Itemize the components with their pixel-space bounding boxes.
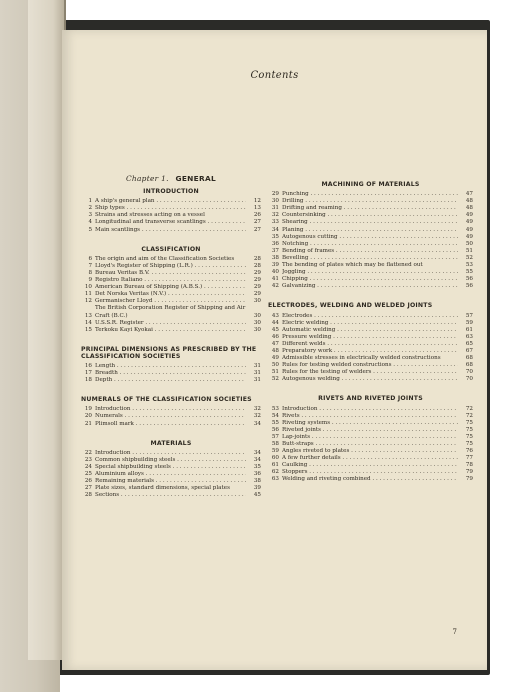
entry-page: 75 xyxy=(465,433,473,440)
toc-entry xyxy=(81,377,261,384)
toc-entry xyxy=(81,270,261,277)
entry-page: 28 xyxy=(253,262,261,269)
entry-number: 21 xyxy=(84,420,92,427)
entry-page: 34 xyxy=(253,449,261,456)
entry-title: Sections . . . xyxy=(95,492,246,499)
entry-page: 31 xyxy=(253,370,261,377)
entry-number: 14 xyxy=(84,319,92,326)
entry-title: Bending of frames . . . xyxy=(282,248,458,255)
entry-number: 6 xyxy=(88,255,92,262)
entry-number: 26 xyxy=(84,478,92,485)
entry-number: 23 xyxy=(84,456,92,463)
section-spacer xyxy=(268,290,473,296)
entry-number: 15 xyxy=(84,326,92,333)
entry-title: The British Corporation Register of Shipping and Air Craft (B.C.) xyxy=(95,305,246,319)
entry-title: Bevelling . . . xyxy=(282,255,458,262)
toc-entry xyxy=(81,298,261,305)
entry-title: The origin and aim of the Classification Societies xyxy=(95,255,235,262)
entry-page: 34 xyxy=(253,420,261,427)
toc-entry xyxy=(81,263,261,270)
toc-entry xyxy=(268,283,473,290)
entry-page: 29 xyxy=(253,269,261,276)
entry-title: Ship types . . . xyxy=(95,205,246,212)
entry-page: 31 xyxy=(253,362,261,369)
entry-page: 65 xyxy=(465,340,473,347)
entry-title: Breadth . . . xyxy=(95,370,246,377)
toc-entry xyxy=(268,219,473,226)
entry-number: 43 xyxy=(271,312,279,319)
entry-page: 79 xyxy=(465,469,473,476)
entry-title: Welding and riveting combined . . . xyxy=(282,476,458,483)
entry-page: 27 xyxy=(253,219,261,226)
toc-entry xyxy=(268,198,473,205)
entry-number: 2 xyxy=(88,205,92,212)
entry-page: 63 xyxy=(465,333,473,340)
page-title: Contents xyxy=(250,70,299,81)
entry-number: 59 xyxy=(271,448,279,455)
entry-number: 19 xyxy=(84,406,92,413)
entry-number: 41 xyxy=(271,276,279,283)
section-heading: RIVETS AND RIVETED JOINTS xyxy=(318,395,423,403)
toc-entry xyxy=(268,413,473,420)
entry-page: 29 xyxy=(253,277,261,284)
entry-number: 45 xyxy=(271,326,279,333)
right-column xyxy=(268,175,473,490)
chapter-heading xyxy=(81,175,261,182)
entry-title: Length . . . xyxy=(95,363,246,370)
entry-number: 16 xyxy=(84,362,92,369)
toc-entry xyxy=(268,334,473,341)
toc-entry xyxy=(268,434,473,441)
book-spine xyxy=(28,0,66,660)
toc-entry xyxy=(268,348,473,355)
entry-title: Rivets . . . xyxy=(282,413,458,420)
entry-page: 13 xyxy=(253,205,261,212)
entry-page: 39 xyxy=(253,485,261,492)
entry-number: 56 xyxy=(271,426,279,433)
toc-entry xyxy=(81,457,261,464)
page-number: 7 xyxy=(452,628,457,636)
section-heading: ELECTRODES, WELDING AND WELDED JOINTS xyxy=(268,302,433,310)
entry-page: 49 xyxy=(465,212,473,219)
entry-title: Aluminium alloys . . . xyxy=(95,471,246,478)
entry-number: 22 xyxy=(84,449,92,456)
entry-page: 56 xyxy=(465,276,473,283)
toc-entry xyxy=(268,406,473,413)
entry-page: 48 xyxy=(465,198,473,205)
toc-entry xyxy=(81,219,261,226)
entry-title: Introduction . . . xyxy=(282,406,458,413)
toc-entry xyxy=(268,205,473,212)
toc-entry xyxy=(81,485,261,492)
toc-entry xyxy=(268,369,473,376)
entry-number: 3 xyxy=(88,212,92,219)
entry-page: 49 xyxy=(465,233,473,240)
entry-number: 62 xyxy=(271,469,279,476)
entry-title: Longitudinal and transverse scantlings . . . xyxy=(95,219,246,226)
entry-page: 50 xyxy=(465,240,473,247)
entry-page: 49 xyxy=(465,226,473,233)
entry-title: U.S.S.R. Register . . . xyxy=(95,320,246,327)
entry-page: 57 xyxy=(465,312,473,319)
entry-page: 77 xyxy=(465,455,473,462)
toc-entry xyxy=(81,227,261,234)
entry-title: Butt-straps . . . xyxy=(282,441,458,448)
entry-page: 35 xyxy=(253,463,261,470)
entry-number: 27 xyxy=(84,485,92,492)
chapter-title: GENERAL xyxy=(175,174,217,183)
toc-entry xyxy=(268,262,473,269)
section-spacer xyxy=(81,334,261,340)
entry-number: 11 xyxy=(84,291,92,298)
entry-number: 37 xyxy=(271,247,279,254)
entry-title: Autogenous cutting . . . xyxy=(282,234,458,241)
entry-number: 10 xyxy=(84,284,92,291)
toc-entry xyxy=(268,469,473,476)
entry-title: Riveted joints . . . xyxy=(282,427,458,434)
toc-entry xyxy=(81,450,261,457)
toc-entry xyxy=(268,341,473,348)
entry-number: 50 xyxy=(271,362,279,369)
toc-entry xyxy=(81,320,261,327)
entry-number: 7 xyxy=(88,262,92,269)
entry-number: 47 xyxy=(271,340,279,347)
entry-title: Remaining materials . . . xyxy=(95,478,246,485)
entry-page: 30 xyxy=(253,298,261,305)
entry-number: 31 xyxy=(271,205,279,212)
entry-page: 27 xyxy=(253,226,261,233)
entry-title: Shearing . . . xyxy=(282,219,458,226)
entry-number: 25 xyxy=(84,471,92,477)
chapter-label: Chapter 1. xyxy=(125,174,169,183)
section-spacer xyxy=(81,428,261,434)
section-spacer xyxy=(268,484,473,490)
entry-number: 28 xyxy=(84,492,92,499)
toc-entry xyxy=(268,441,473,448)
entry-number: 53 xyxy=(271,405,279,412)
entry-number: 34 xyxy=(271,226,279,233)
entry-title: A ship's general plan . . . xyxy=(95,198,246,205)
toc-entry xyxy=(268,476,473,483)
entry-page: 72 xyxy=(465,412,473,419)
entry-number: 49 xyxy=(271,355,279,362)
entry-page: 26 xyxy=(253,212,261,219)
entry-number: 51 xyxy=(271,369,279,376)
entry-number: 9 xyxy=(88,277,92,284)
toc-entry xyxy=(268,420,473,427)
entry-title: The bending of plates which may be flattened out xyxy=(282,262,423,269)
entry-title: Rules for the testing of welders . . . xyxy=(282,369,458,376)
toc-entry xyxy=(81,363,261,370)
entry-page: 75 xyxy=(465,419,473,426)
toc-entry xyxy=(268,241,473,248)
toc-entry xyxy=(81,327,261,334)
toc-entry xyxy=(81,198,261,205)
toc-entry xyxy=(81,421,261,428)
toc-entry xyxy=(268,255,473,262)
entry-page: 68 xyxy=(465,355,473,362)
entry-number: 24 xyxy=(84,463,92,470)
toc-entry xyxy=(81,492,261,499)
entry-title: Introduction . . . xyxy=(95,450,246,457)
entry-number: 1 xyxy=(88,198,92,205)
section-heading: CLASSIFICATION xyxy=(141,245,201,253)
entry-page: 53 xyxy=(465,262,473,269)
entry-title: Lloyd's Register of Shipping (L.R.) . . . xyxy=(95,263,246,270)
entry-page: 56 xyxy=(465,283,473,290)
entry-title: Planing . . . xyxy=(282,227,458,234)
entry-number: 17 xyxy=(84,370,92,377)
entry-page: 48 xyxy=(465,205,473,212)
section-spacer xyxy=(268,383,473,389)
entry-number: 42 xyxy=(271,283,279,290)
entry-number: 8 xyxy=(88,269,92,276)
section-heading: NUMERALS OF THE CLASSIFICATION SOCIETIES xyxy=(81,396,252,404)
entry-title: Electrodes . . . xyxy=(282,313,458,320)
entry-title: Autogenous welding . . . xyxy=(282,376,458,383)
entry-title: Countersinking . . . xyxy=(282,212,458,219)
entry-title: Det Norska Veritas (N.V.) . . . xyxy=(95,291,246,298)
entry-number: 35 xyxy=(271,233,279,240)
entry-title: Drifting and reaming . . . xyxy=(282,205,458,212)
entry-page: 28 xyxy=(253,255,261,262)
entry-number: 13 xyxy=(84,312,92,319)
entry-number: 60 xyxy=(271,455,279,462)
toc-entry xyxy=(81,205,261,212)
toc-entry xyxy=(268,462,473,469)
entry-number: 32 xyxy=(271,212,279,219)
section-heading: PRINCIPAL DIMENSIONS AS PRESCRIBED BY THE CLASSIFICATION SOCIETIES xyxy=(81,345,257,360)
entry-page: 67 xyxy=(465,347,473,354)
entry-page: 32 xyxy=(253,406,261,413)
entry-title: Lap-joints . . . xyxy=(282,434,458,441)
entry-title: Terkoku Kayi Kyokai . . . xyxy=(95,327,246,334)
entry-number: 18 xyxy=(84,377,92,384)
entry-page: 30 xyxy=(253,312,261,319)
toc-entry xyxy=(268,212,473,219)
section-spacer xyxy=(81,384,261,390)
entry-title: Introduction . . . xyxy=(95,406,246,413)
entry-title: Special shipbuilding steels . . . xyxy=(95,464,246,471)
entry-number: 54 xyxy=(271,412,279,419)
entry-number: 52 xyxy=(271,376,279,383)
toc-entry xyxy=(268,248,473,255)
toc-entry xyxy=(268,455,473,462)
entry-title: Drilling . . . xyxy=(282,198,458,205)
entry-page: 70 xyxy=(465,376,473,383)
entry-number: 61 xyxy=(271,462,279,469)
entry-page: 49 xyxy=(465,219,473,226)
entry-number: 57 xyxy=(271,433,279,440)
left-column xyxy=(81,175,261,505)
entry-title: Germanischer Lloyd . . . xyxy=(95,298,246,305)
toc-entry xyxy=(81,370,261,377)
entry-title: Plimsoll mark . . . xyxy=(95,421,246,428)
entry-number: 33 xyxy=(271,219,279,226)
entry-title: Rules for testing welded constructions . . . xyxy=(282,362,458,369)
toc-entry xyxy=(81,413,261,420)
entry-page: 30 xyxy=(253,319,261,326)
entry-page: 70 xyxy=(465,369,473,376)
section-heading: MATERIALS xyxy=(150,439,192,447)
entry-title: Punching . . . xyxy=(282,191,458,198)
toc-entry xyxy=(268,427,473,434)
entry-title: Angles riveted to plates . . . xyxy=(282,448,458,455)
entry-title: Chipping . . . xyxy=(282,276,458,283)
entry-page: 59 xyxy=(465,319,473,326)
toc-entry xyxy=(81,284,261,291)
entry-number: 46 xyxy=(271,333,279,340)
toc-entry xyxy=(268,227,473,234)
entry-page: 45 xyxy=(253,492,261,499)
toc-entry xyxy=(268,320,473,327)
entry-page: 75 xyxy=(465,426,473,433)
entry-page: 51 xyxy=(465,247,473,254)
entry-page: 12 xyxy=(253,198,261,205)
entry-number: 63 xyxy=(271,476,279,483)
entry-title: Registro Italiano . . . xyxy=(95,277,246,284)
entry-number: 36 xyxy=(271,240,279,247)
entry-title: Common shipbuilding steels . . . xyxy=(95,457,246,464)
entry-number: 4 xyxy=(88,219,92,226)
toc-entry xyxy=(81,277,261,284)
entry-page: 36 xyxy=(253,471,261,477)
entry-number: 20 xyxy=(84,413,92,420)
toc-entry xyxy=(81,406,261,413)
entry-page: 52 xyxy=(465,254,473,261)
toc-entry xyxy=(81,464,261,471)
entry-number: 48 xyxy=(271,347,279,354)
entry-number: 29 xyxy=(271,191,279,198)
entry-title: Admissible stresses in electrically welded constructions xyxy=(282,355,441,362)
entry-number: 5 xyxy=(88,226,92,233)
entry-title: Caulking . . . xyxy=(282,462,458,469)
toc-entry xyxy=(81,478,261,485)
toc-entry xyxy=(81,212,261,219)
toc-entry xyxy=(81,291,261,298)
entry-title: Notching . . . xyxy=(282,241,458,248)
entry-title: Numerals . . . xyxy=(95,413,246,420)
toc-entry xyxy=(268,362,473,369)
entry-number: 44 xyxy=(271,319,279,326)
entry-title: Automatic welding . . . xyxy=(282,327,458,334)
entry-number: 39 xyxy=(271,262,279,269)
entry-title: Riveting systems . . . xyxy=(282,420,458,427)
entry-title: Strains and stresses acting on a vessel xyxy=(95,212,205,219)
entry-page: 29 xyxy=(253,284,261,291)
entry-title: A few further details . . . xyxy=(282,455,458,462)
entry-title: Electric welding . . . xyxy=(282,320,458,327)
entry-number: 55 xyxy=(271,419,279,426)
section-spacer xyxy=(81,499,261,505)
entry-title: Joggling . . . xyxy=(282,269,458,276)
entry-page: 75 xyxy=(465,441,473,447)
entry-title: Bureau Veritas B.V. . . . xyxy=(95,270,246,277)
section-heading: INTRODUCTION xyxy=(143,188,199,196)
entry-page: 30 xyxy=(253,326,261,333)
entry-title: Stoppers . . . xyxy=(282,469,458,476)
toc-entry xyxy=(268,355,473,362)
toc-entry xyxy=(268,191,473,198)
entry-page: 55 xyxy=(465,269,473,276)
entry-title: Depth . . . xyxy=(95,377,246,384)
entry-title: Main scantlings . . . xyxy=(95,227,246,234)
toc-entry xyxy=(268,448,473,455)
toc-entry xyxy=(81,471,261,478)
entry-page: 47 xyxy=(465,191,473,198)
toc-entry xyxy=(268,234,473,241)
entry-page: 78 xyxy=(465,462,473,469)
contents-page xyxy=(62,30,487,670)
entry-page: 61 xyxy=(465,326,473,333)
toc-entry xyxy=(268,313,473,320)
entry-page: 68 xyxy=(465,362,473,369)
toc-entry xyxy=(268,269,473,276)
entry-title: Plate sizes, standard dimensions, special plates xyxy=(95,485,230,492)
entry-number: 40 xyxy=(271,269,279,276)
entry-title: Preparatory work . . . xyxy=(282,348,458,355)
toc-entry xyxy=(81,305,261,319)
entry-number: 38 xyxy=(271,254,279,261)
entry-page: 34 xyxy=(253,456,261,463)
entry-title: Different welds . . . xyxy=(282,341,458,348)
entry-page: 38 xyxy=(253,478,261,485)
entry-title: American Bureau of Shipping (A.B.S.) . . . xyxy=(95,284,246,291)
entry-page: 32 xyxy=(253,413,261,420)
entry-title: Pressure welding . . . xyxy=(282,334,458,341)
entry-page: 72 xyxy=(465,405,473,412)
entry-title: Galvanizing . . . xyxy=(282,283,458,290)
entry-page: 29 xyxy=(253,291,261,298)
entry-number: 30 xyxy=(271,198,279,205)
section-heading: MACHINING OF MATERIALS xyxy=(321,181,420,188)
entry-page: 79 xyxy=(465,476,473,483)
entry-page: 76 xyxy=(465,448,473,455)
toc-entry xyxy=(268,327,473,334)
toc-entry xyxy=(81,256,261,263)
entry-number: 12 xyxy=(84,298,92,305)
toc-entry xyxy=(268,376,473,383)
entry-number: 58 xyxy=(271,441,279,447)
entry-page: 31 xyxy=(253,377,261,384)
section-spacer xyxy=(81,234,261,240)
toc-entry xyxy=(268,276,473,283)
